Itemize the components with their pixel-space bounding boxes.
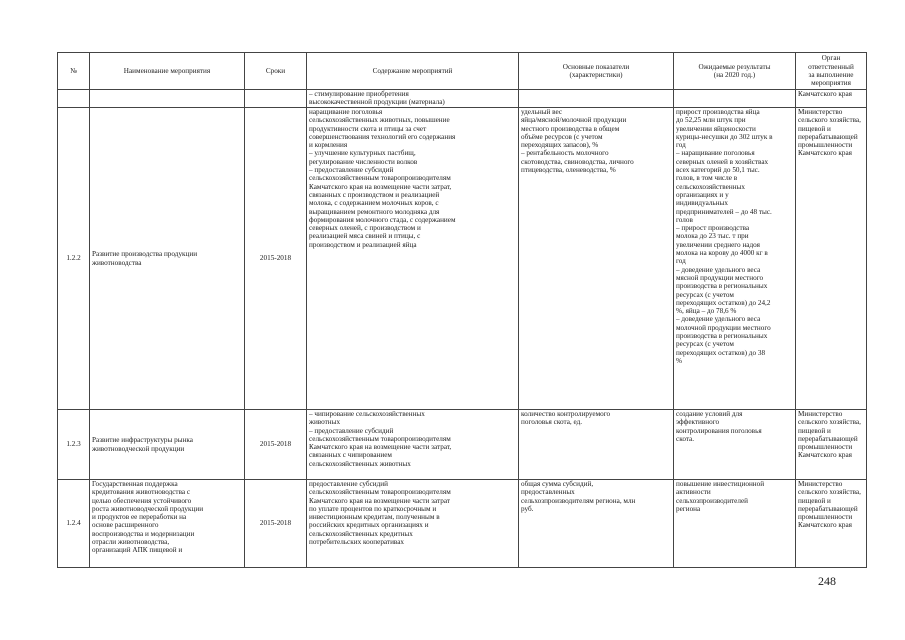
row-period: 2015-2018 <box>245 480 307 568</box>
row-num: 1.2.4 <box>58 480 90 568</box>
row-content: – стимулирование приобретения высококачественной продукции (материала) <box>307 90 519 108</box>
row-results: создание условий для эффективного контролирования поголовья скота. <box>674 410 796 480</box>
row-name <box>90 90 245 108</box>
row-results: повышение инвестиционной активности сельхозпроизводителей региона <box>674 480 796 568</box>
header-period: Сроки <box>245 53 307 90</box>
header-results: Ожидаемые результаты (на 2020 год.) <box>674 53 796 90</box>
row-name: Развитие инфраструктуры рынка животноводческой продукции <box>90 410 245 480</box>
table-row <box>58 480 867 568</box>
header-num: № <box>58 53 90 90</box>
row-name: Государственная поддержка кредитования животноводства с целью обеспечения устойчивого роста животноводческой продукции и продуктов ее переработки на основе расширенного воспроизводства и модернизации отрасли животноводства, организаций АПК пищевой и <box>90 480 245 568</box>
row-period: 2015-2018 <box>245 108 307 410</box>
row-period <box>245 90 307 108</box>
row-results <box>674 90 796 108</box>
row-content: наращивание поголовья сельскохозяйственных животных, повышение продуктивности скота и птицы за счет совершенствования технологий его содержания и кормления – улучшение культурных пастбищ, регулирование численности волков – предоставление субсидий сельскохозяйственным товаропроизводителям Камчатского края на возмещение части затрат, связанных с производством и реализацией молока, с содержанием молочных коров, с выращиванием ремонтного молодняка для формирования молочного стада, с содержанием северных оленей, с производством и реализацией мяса свиней и птицы, с производством и реализацией яйца <box>307 108 519 410</box>
table-row <box>58 90 867 108</box>
table-row <box>58 108 867 410</box>
row-num: 1.2.2 <box>58 108 90 410</box>
row-results: прирост производства яйца до 52,25 млн штук при увеличении яйценоскости курицы-несушки до 302 штук в год – наращивание поголовья северных оленей в хозяйствах всех категорий до 50,1 тыс. голов, в том числе в сельскохозяйственных организациях и у индивидуальных предпринимателей – до 48 тыс. голов – прирост производства молока до 23 тыс. т при увеличении среднего надоя молока на корову до 4000 кг в год – доведение удельного веса мясной продукции местного производства в региональных ресурсах (с учетом переходящих остатков) до 24,2 %, яйца – до 78,6 % – доведение удельного веса молочной продукции местного производства в региональных ресурсах (с учетом переходящих остатков) до 38 % <box>674 108 796 410</box>
row-num <box>58 90 90 108</box>
page-number: 248 <box>818 574 836 588</box>
row-period: 2015-2018 <box>245 410 307 480</box>
row-name: Развитие производства продукции животноводства <box>90 108 245 410</box>
row-indicators: общая сумма субсидий, предоставленных сельхозпроизводителям региона, млн руб. <box>519 480 674 568</box>
row-content: – чипирование сельскохозяйственных животных – предоставление субсидий сельскохозяйственным товаропроизводителям Камчатского края на возмещение части затрат, связанных с чипированием сельскохозяйственных животных <box>307 410 519 480</box>
table-header-row <box>58 53 867 90</box>
row-indicators: количество контролируемого поголовья скота, ед. <box>519 410 674 480</box>
row-content: предоставление субсидий сельскохозяйственным товаропроизводителям Камчатского края на возмещение части затрат по уплате процентов по краткосрочным и инвестиционным кредитам, полученным в российских кредитных организациях и сельскохозяйственных кредитных потребительских кооперативах <box>307 480 519 568</box>
row-num: 1.2.3 <box>58 410 90 480</box>
header-agency: Орган ответственный за выполнение мероприятия <box>796 53 867 90</box>
measures-table <box>57 52 867 568</box>
row-agency: Камчатского края <box>796 90 867 108</box>
row-agency: Министерство сельского хозяйства, пищевой и перерабатывающей промышленности Камчатского края <box>796 410 867 480</box>
header-name: Наименование мероприятия <box>90 53 245 90</box>
table-row <box>58 410 867 480</box>
row-agency: Министерство сельского хозяйства, пищевой и перерабатывающей промышленности Камчатского края <box>796 108 867 410</box>
row-indicators <box>519 90 674 108</box>
header-indicators: Основные показатели (характеристики) <box>519 53 674 90</box>
header-content: Содержание мероприятий <box>307 53 519 90</box>
row-indicators: удельный вес яйца/мясной/молочной продукции местного производства в общем объёме ресурсов (с учетом переходящих запасов), % – рентабельность молочного скотоводства, свиноводства, личного птицеводства, оленеводства, % <box>519 108 674 410</box>
row-agency: Министерство сельского хозяйства, пищевой и перерабатывающей промышленности Камчатского края <box>796 480 867 568</box>
